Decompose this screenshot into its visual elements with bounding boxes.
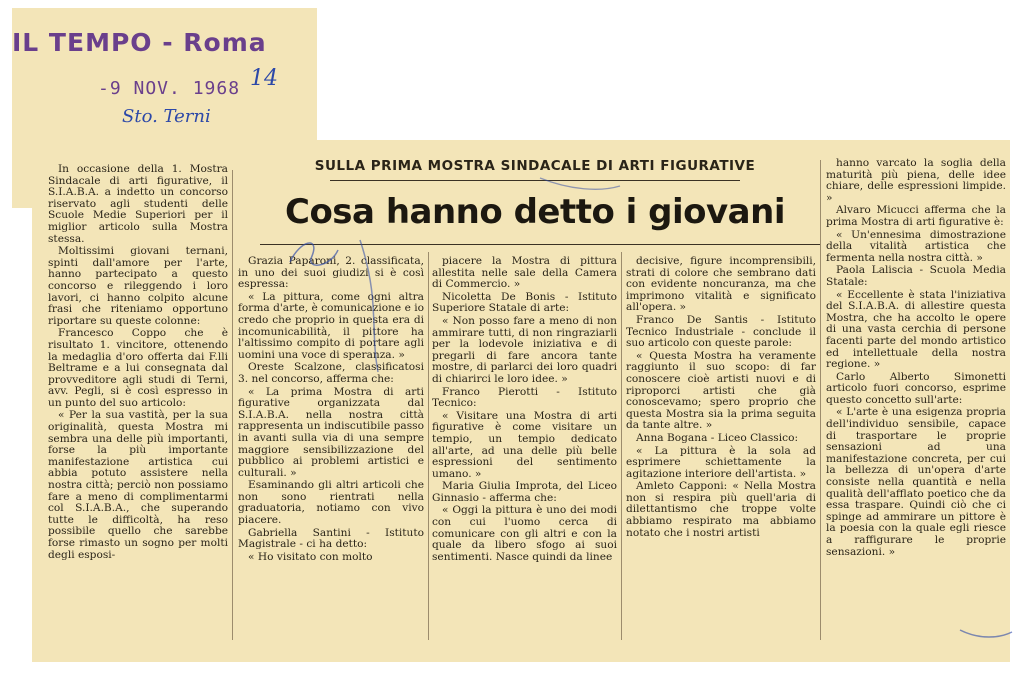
- column-divider: [621, 252, 622, 640]
- paragraph: Anna Bogana - Liceo Classico:: [636, 431, 799, 444]
- newspaper-stamp: IL TEMPO - Roma: [12, 28, 267, 57]
- paragraph: Moltissimi giovani ternani, spinti dall'amore per l'arte, hanno partecipato a questo concorso e rileggendo i loro lavori, ci hanno colpito alcune frasi che riteniamo opportuno riportare su queste colonne:: [48, 245, 228, 327]
- paragraph: « Ho visitato con molto: [248, 550, 373, 563]
- article-column-4: [626, 256, 816, 642]
- paragraph: Carlo Alberto Simonetti articolo fuori concorso, esprime questo concetto sull'arte:: [826, 370, 1006, 406]
- article-column-3: [432, 256, 617, 642]
- paragraph: Francesco Coppo che è risultato 1. vincitore, ottenendo la medaglia d'oro offerta dai F.lli Beltrame e a lui consegnata dal provveditore agli studi di Terni, avv. Pegli, si è così espresso in un punto del suo articolo:: [48, 327, 228, 409]
- paragraph: Gabriella Santini - Istituto Magistrale - ci ha detto:: [238, 526, 424, 551]
- headline-rule: [260, 244, 820, 245]
- handwritten-note: Sto. Terni: [122, 106, 211, 127]
- kicker-rule: [330, 180, 740, 181]
- column-divider: [232, 170, 233, 640]
- article-column-5: [826, 158, 1006, 642]
- paragraph: « La pittura è la sola ad esprimere schiettamente la agitazione interiore dell'artista. »: [626, 444, 816, 480]
- paragraph: « La prima Mostra di arti figurative organizzata dal S.I.A.B.A. nella nostra città rappresenta un indiscutibile passo in avanti sulla via di una sempre maggiore sensibilizzazione del pubblico ai problemi artistici e culturali. »: [238, 385, 424, 479]
- paragraph: In occasione della 1. Mostra Sindacale di arti figurative, il S.I.A.B.A. a indetto un concorso riservato agli studenti delle Scuole Medie Superiori per il miglior articolo sulla Mostra stessa.: [48, 164, 228, 245]
- paragraph: Oreste Scalzone, classificatosi 3. nel concorso, afferma che:: [238, 361, 424, 385]
- paragraph: Paola Laliscia - Scuola Media Statale:: [826, 264, 1006, 288]
- paragraph: decisive, figure incomprensibili, strati di colore che sembrano dati con evidente noncuranza, ma che imprimono vitalità e significato all'opera. »: [626, 256, 816, 314]
- paragraph: « Visitare una Mostra di arti figurative è come visitare un tempio, un tempio dedicato all'arte, ad una delle più belle espressioni del sentimento umano. »: [432, 409, 617, 480]
- paragraph: Nicoletta De Bonis - Istituto Superiore Statale di arte:: [432, 290, 617, 315]
- paragraph: Franco De Santis - Istituto Tecnico Industriale - conclude il suo articolo con queste parole:: [626, 313, 816, 350]
- paragraph: Amleto Capponi: « Nella Mostra non si respira più quell'aria di dilettantismo che troppe volte abbiamo respirato ma abbiamo notato che i nostri artisti: [626, 480, 816, 539]
- paragraph: Maria Giulia Improta, del Liceo Ginnasio - afferma che:: [432, 480, 617, 504]
- article-kicker: SULLA PRIMA MOSTRA SINDACALE DI ARTI FIGURATIVE: [314, 158, 756, 174]
- paragraph: Franco Pierotti - Istituto Tecnico:: [432, 385, 617, 410]
- paragraph: hanno varcato la soglia della maturità più piena, delle idee chiare, delle espressioni limpide. »: [826, 158, 1006, 204]
- paragraph: « Per la sua vastità, per la sua originalità, questa Mostra mi sembra una delle più importanti, forse la più importante manifestazione artistica cui abbia potuto assistere nella nostra città; perciò non possiamo fare a meno di complimentarmi col S.I.A.B.A., che superando tutte le difficoltà, ha reso possibile quello che sarebbe forse rimasto un sogno per molti degli esposi-: [48, 409, 228, 561]
- column-divider: [820, 160, 821, 640]
- column-divider: [428, 252, 429, 640]
- paragraph: « Questa Mostra ha veramente raggiunto il suo scopo: di far conoscere cioè artisti nuovi e di riproporci artisti che già conoscevamo; spero proprio che questa Mostra sia la prima seguita da tante altre. »: [626, 349, 816, 432]
- handwritten-number: 14: [250, 66, 278, 91]
- paragraph: piacere la Mostra di pittura allestita nelle sale della Camera di Commercio. »: [432, 256, 617, 291]
- paragraph: « La pittura, come ogni altra forma d'arte, è comunicazione e io credo che proprio in questa era di incomunicabilità, il pittore ha l'altissimo compito di portare agli uomini una voce di speranza. »: [238, 290, 424, 361]
- paragraph: Grazia Paparoni, 2. classificata, in uno dei suoi giudizi si è così espressa:: [238, 256, 424, 291]
- paragraph: « Eccellente è stata l'iniziativa del S.I.A.B.A. di allestire questa Mostra, che ha accolto le opere di una vasta cerchia di persone facenti parte del mondo artistico ed intellettuale della nostra regione. »: [826, 288, 1006, 371]
- article-column-2: [238, 256, 424, 642]
- paragraph: « L'arte è una esigenza propria dell'individuo sensibile, capace di trasportare le proprie sensazioni ad una manifestazione concreta, per cui la bellezza di un'opera d'arte consiste nella quantità e nella qualità dell'afflato poetico che da essa traspare. Quindi ciò che ci spinge ad ammirare un pittore è la poesia con la quale egli riesce a raffigurare le proprie sensazioni. »: [826, 406, 1006, 558]
- paragraph: « Non posso fare a meno di non ammirare tutti, di non ringraziarli per la lodevole iniziativa e di pregarli di fare ancora tante mostre, di parlarci dei loro quadri di chiarirci le loro idee. »: [432, 314, 617, 385]
- paragraph: Esaminando gli altri articoli che non sono rientrati nella graduatoria, notiamo con vivo piacere.: [238, 479, 424, 527]
- stamp-date: -9 NOV. 1968: [98, 78, 241, 99]
- article-column-1: [48, 164, 228, 644]
- article-headline: Cosa hanno detto i giovani: [285, 192, 785, 232]
- paragraph: « Oggi la pittura è uno dei modi con cui l'uomo cerca di comunicare con gli altri e con la quale da libero sfogo ai suoi sentimenti. Nasce quindi da linee: [432, 504, 617, 563]
- paragraph: Alvaro Micucci afferma che la prima Mostra di arti figurative è:: [826, 204, 1006, 228]
- paragraph: « Un'ennesima dimostrazione della vitalità artistica che fermenta nella nostra città. »: [826, 228, 1006, 264]
